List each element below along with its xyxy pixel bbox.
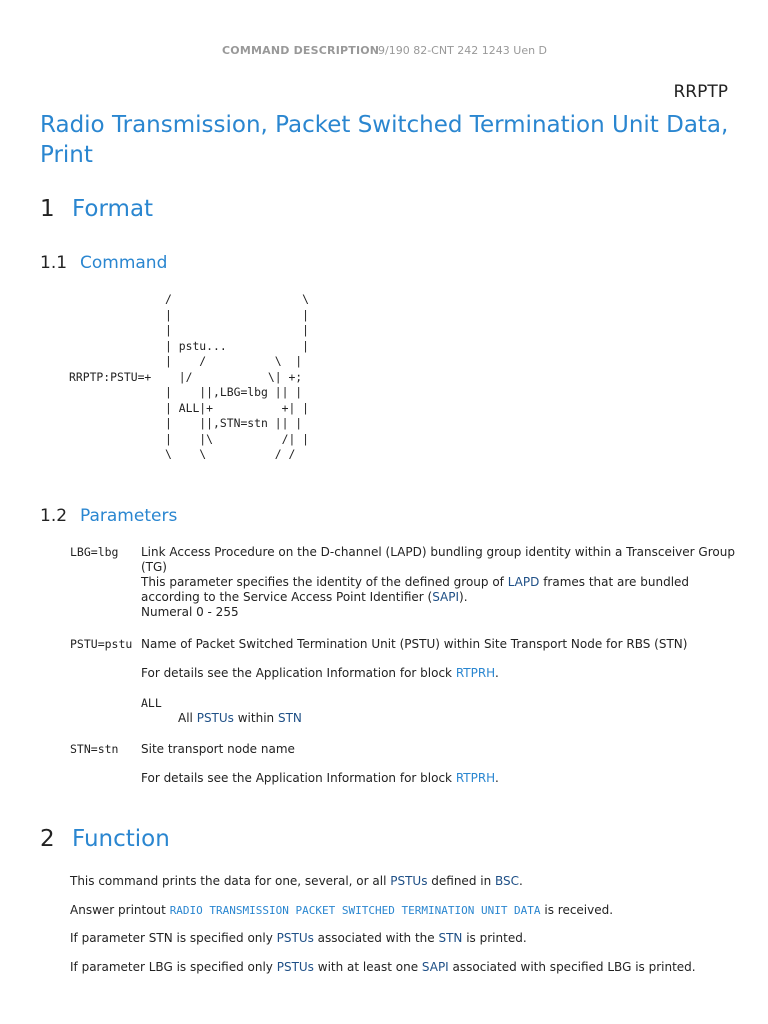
text: For details see the Application Information for block [141,771,456,785]
text: This command prints the data for one, several, or all [70,874,391,888]
param-description: Site transport node name [141,742,295,756]
param-name: STN=stn [70,742,119,756]
section-title: Function [72,826,170,852]
abbr-bsc[interactable]: BSC [495,874,520,888]
param-detail [141,575,751,620]
text: All [178,711,197,725]
link-rtprh[interactable]: RTPRH [455,771,495,785]
param-value-all-desc [178,711,768,726]
text: is received. [540,903,614,917]
link-rtprh[interactable]: RTPRH [455,666,495,680]
section-title: Parameters [80,506,178,526]
param-range: Numeral 0 - 255 [141,605,239,619]
abbr-stn[interactable]: STN [277,711,302,725]
param-name: LBG=lbg [70,545,119,559]
command-code: RRPTP [673,82,728,102]
text: If parameter LBG is specified only [70,960,277,974]
page-title: Radio Transmission, Packet Switched Termination Unit Data, Print [40,112,729,168]
text: If parameter STN is specified only [70,931,277,945]
section-title: Format [72,196,154,222]
header-doc-number: 9/190 82-CNT 242 1243 Uen D [378,44,548,57]
text: . [495,771,499,785]
function-paragraph-1 [70,874,750,889]
text: is printed. [462,931,527,945]
text: associated with the [313,931,439,945]
abbr-lapd[interactable]: LAPD [507,575,540,589]
section-number: 1.2 [40,506,68,526]
abbr-pstus[interactable]: PSTUs [276,931,314,945]
text: . [495,666,499,680]
text: . [519,874,523,888]
abbr-pstus[interactable]: PSTUs [196,711,234,725]
text: within [233,711,278,725]
section-command-heading [40,253,167,273]
section-number: 2 [40,826,55,852]
text: associated with specified LBG is printed. [448,960,696,974]
text: Answer printout [70,903,170,917]
param-description: Name of Packet Switched Termination Unit (PSTU) within Site Transport Node for RBS (STN) [141,637,688,651]
abbr-pstus[interactable]: PSTUs [390,874,428,888]
section-function-heading [40,826,170,852]
function-paragraph-4 [70,960,750,975]
param-detail [141,666,751,681]
text: This parameter specifies the identity of the defined group of [141,575,508,589]
section-title: Command [80,253,168,273]
text: with at least one [313,960,422,974]
section-number: 1.1 [40,253,68,273]
section-number: 1 [40,196,55,222]
text: For details see the Application Information for block [141,666,456,680]
command-syntax-diagram: / \ | | | | | pstu... | | / \ | RRPTP:PSTU=+ |/ \| +; | ||,LBG=lbg || | | ALL|+ +| | | ||,STN=stn || | | |\ /| | \ \ / / [69,292,310,461]
abbr-stn[interactable]: STN [438,931,463,945]
abbr-pstus[interactable]: PSTUs [276,960,314,974]
section-format-heading [40,196,153,222]
abbr-sapi[interactable]: SAPI [432,590,460,604]
text: defined in [427,874,495,888]
printout-link[interactable]: RADIO TRANSMISSION PACKET SWITCHED TERMINATION UNIT DATA [169,904,541,917]
param-detail [141,771,751,786]
text: frames that are bundled according to the Service Access Point Identifier ( [141,575,690,604]
param-description: Link Access Procedure on the D-channel (LAPD) bundling group identity within a Transceiver Group (TG) [141,545,735,574]
text: ). [459,590,468,604]
function-paragraph-2 [70,903,750,918]
section-parameters-heading [40,506,177,526]
abbr-sapi[interactable]: SAPI [421,960,449,974]
param-name: PSTU=pstu [70,637,133,651]
function-paragraph-3 [70,931,750,946]
header-section-label: COMMAND DESCRIPTION [222,44,380,57]
param-value-all: ALL [141,696,162,710]
